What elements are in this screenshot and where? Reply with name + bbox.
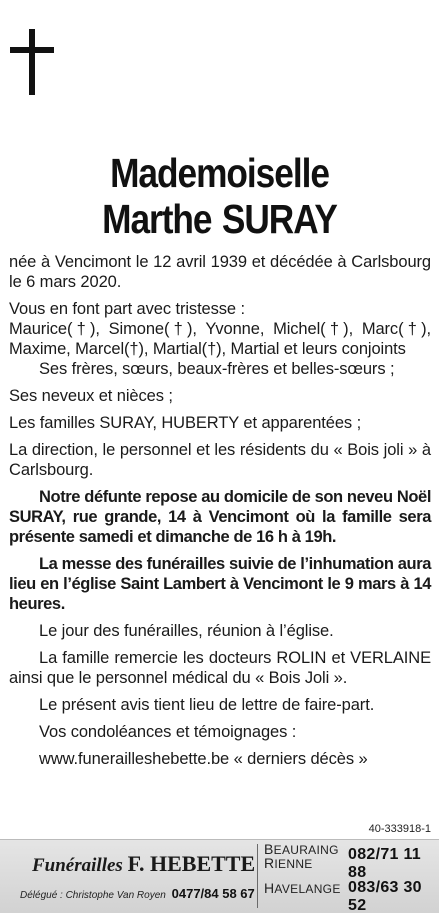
birth-death-text: née à Vencimont le 12 avril 1939 et décédée à Carlsbourg le 6 mars 2020. [9, 253, 431, 291]
direction-text: La direction, le personnel et les résidents du « Bois joli » à Carlsbourg. [9, 441, 431, 479]
website-link[interactable]: www.funerailleshebette.be « derniers décès » [39, 750, 368, 768]
phone-beauraing[interactable]: 082/71 11 88 [348, 846, 421, 881]
notice-text: Le présent avis tient lieu de lettre de faire-part. [39, 696, 375, 714]
families-text: Les familles SURAY, HUBERTY et apparentées ; [9, 414, 362, 432]
mass-text: La messe des funérailles suivie de l’inhumation aura lieu en l’église Saint Lambert à Vencimont le 9 mars à 14 heures. [9, 555, 431, 613]
siblings-text: Ses frères, sœurs, beaux-frères et belles-sœurs ; [39, 360, 395, 378]
deceased-name [0, 150, 439, 242]
delegate-line [20, 886, 255, 901]
nephews-text: Ses neveux et nièces ; [9, 387, 173, 405]
repose-text: Notre défunte repose au domicile de son neveu Noël SURAY, rue grande, 14 à Vencimont où la famille sera présente samedi et dimanche de 16 h à 19h. [9, 488, 431, 546]
funeral-home-banner [0, 839, 439, 913]
notice-body [9, 252, 431, 769]
delegate-name: Délégué : Christophe Van Royen [20, 890, 166, 901]
location-havelange: HAVELANGE [264, 880, 341, 896]
reference-number: 40-333918-1 [368, 823, 431, 835]
intro-text: Vous en font part avec tristesse : [9, 300, 245, 318]
first-name: Marthe [102, 196, 212, 242]
family-list: Maurice(†), Simone(†), Yvonne, Michel(†), Marc(†), Maxime, Marcel(†), Martial(†), Martial et leurs conjoints [9, 320, 431, 358]
phone-havelange[interactable]: 083/63 30 52 [348, 879, 422, 914]
banner-divider [257, 844, 258, 908]
thanks-text: La famille remercie les docteurs ROLIN et VERLAINE ainsi que le personnel médical du « Bois Joli ». [9, 649, 431, 687]
funeral-home-logo [32, 851, 255, 877]
location-beauraing: BEAURAING [264, 841, 339, 857]
gathering-text: Le jour des funérailles, réunion à l’église. [39, 622, 334, 640]
full-name-line [31, 196, 409, 242]
title-line: Mademoiselle [110, 150, 329, 196]
last-name: SURAY [221, 196, 337, 242]
condolences-text: Vos condoléances et témoignages : [39, 723, 297, 741]
delegate-phone[interactable]: 0477/84 58 67 [171, 886, 255, 901]
brand-prefix: Funérailles [32, 855, 123, 876]
cross-icon [10, 29, 54, 95]
location-rienne: RIENNE [264, 855, 313, 871]
brand-name: F. HEBETTE [127, 851, 256, 876]
